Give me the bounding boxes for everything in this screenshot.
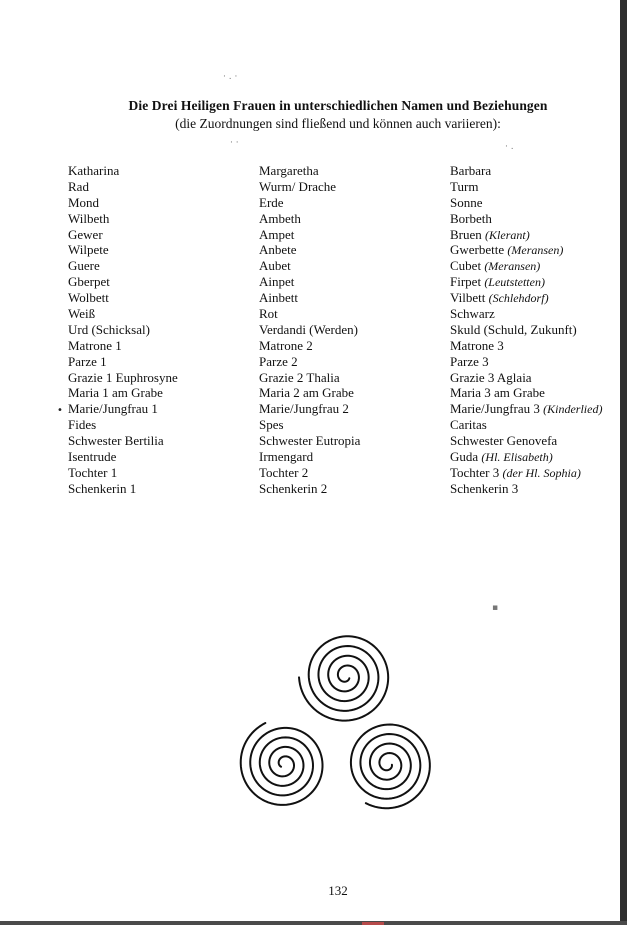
list-item: Ambeth (259, 210, 301, 226)
spiral-left (241, 723, 323, 805)
list-item: Ainpet (259, 274, 295, 290)
list-item: Barbara (450, 163, 492, 178)
list-item: Cubet (Meransen) (450, 258, 541, 274)
list-item: Matrone 1 (68, 337, 122, 353)
list-item: Schenkerin 1 (68, 480, 137, 496)
scan-speck: · . · (223, 72, 238, 82)
list-item: Rad (68, 178, 89, 194)
list-item: Firpet (Leutstetten) (450, 274, 545, 290)
name-column-second (259, 163, 360, 497)
place-note: (Meransen) (484, 259, 541, 274)
list-item: Isentrude (68, 449, 117, 465)
list-item: Parze 1 (68, 353, 107, 369)
list-item: Ampet (259, 226, 295, 242)
scan-speck: · . (505, 142, 514, 152)
list-item: Wurm/ Drache (259, 178, 337, 194)
scan-edge-bottom (0, 921, 627, 925)
list-item: Irmengard (259, 449, 314, 465)
list-item: Marie/Jungfrau 3 (Kinderlied) (450, 401, 603, 417)
scan-speck: ▪ (492, 603, 499, 613)
list-item: Sonne (450, 194, 483, 210)
list-item: Schwester Genovefa (450, 433, 558, 449)
list-item: Turm (450, 178, 479, 194)
list-item: Schenkerin 2 (259, 480, 328, 496)
list-item: Marie/Jungfrau 1 (68, 401, 158, 417)
list-item: Guda (Hl. Elisabeth) (450, 449, 553, 465)
page-title: Die Drei Heiligen Frauen in unterschiedlichen Namen und Beziehungen (128, 98, 548, 113)
list-item: Gberpet (68, 274, 110, 290)
name-column-third (450, 163, 602, 497)
list-item: Grazie 3 Aglaia (450, 369, 532, 385)
list-item: Wilpete (68, 242, 109, 258)
list-item: Schenkerin 3 (450, 480, 519, 496)
spiral-right (351, 725, 430, 809)
list-item: Marie/Jungfrau 2 (259, 401, 349, 417)
list-item: Maria 2 am Grabe (259, 385, 354, 401)
relation-note: (Hl. Elisabeth) (481, 450, 553, 465)
list-item: Vilbett (Schlehdorf) (450, 290, 549, 306)
list-item: Fides (68, 417, 97, 433)
list-item: Schwarz (450, 306, 495, 322)
page-number: 132 (328, 883, 348, 898)
list-item: Schwester Bertilia (68, 433, 164, 449)
list-item: Rot (259, 306, 278, 322)
list-item: Aubet (259, 258, 291, 274)
spiral-top (299, 636, 388, 720)
list-item: Grazie 2 Thalia (259, 369, 340, 385)
list-item: Mond (68, 194, 100, 210)
place-note: (Klerant) (485, 227, 530, 242)
list-item: Caritas (450, 417, 487, 433)
list-item: Margaretha (259, 163, 319, 178)
list-item: Maria 3 am Grabe (450, 385, 545, 401)
margin-mark: • (57, 405, 63, 416)
list-item: Skuld (Schuld, Zukunft) (450, 321, 577, 337)
list-item: Tochter 2 (259, 464, 309, 480)
list-item: Grazie 1 Euphrosyne (68, 369, 178, 385)
list-item: Urd (Schicksal) (68, 321, 150, 337)
list-item: Verdandi (Werden) (259, 321, 358, 337)
scan-edge-right (620, 0, 627, 925)
list-item: Gewer (68, 226, 103, 242)
list-item: Katharina (68, 163, 120, 178)
list-item: Guere (68, 258, 100, 274)
page-subtitle: (die Zuordnungen sind fließend und können auch variieren): (175, 116, 501, 131)
list-item: Ainbett (259, 290, 298, 306)
list-item: Matrone 2 (259, 337, 313, 353)
list-item: Tochter 3 (der Hl. Sophia) (450, 464, 581, 480)
list-item: Parze 2 (259, 353, 298, 369)
place-note: (Leutstetten) (484, 275, 545, 290)
name-column-first (68, 163, 178, 497)
relation-note: (der Hl. Sophia) (502, 465, 581, 480)
list-item: Wolbett (68, 290, 109, 306)
triskele-spiral-icon (238, 612, 438, 812)
list-item: Borbeth (450, 210, 492, 226)
list-item: Weiß (68, 306, 96, 322)
list-item: Erde (259, 194, 284, 210)
list-item: Wilbeth (68, 210, 110, 226)
place-note: (Schlehdorf) (488, 291, 549, 306)
list-item: Tochter 1 (68, 464, 118, 480)
list-item: Schwester Eutropia (259, 433, 361, 449)
place-note: (Meransen) (507, 243, 564, 258)
list-item: Parze 3 (450, 353, 489, 369)
list-item: Bruen (Klerant) (450, 226, 530, 242)
list-item: Gwerbette (Meransen) (450, 242, 564, 258)
list-item: Anbete (259, 242, 297, 258)
list-item: Maria 1 am Grabe (68, 385, 163, 401)
list-item: Matrone 3 (450, 337, 504, 353)
list-item: Spes (259, 417, 284, 433)
source-note: (Kinderlied) (543, 402, 603, 417)
scan-speck: · · (230, 138, 239, 148)
